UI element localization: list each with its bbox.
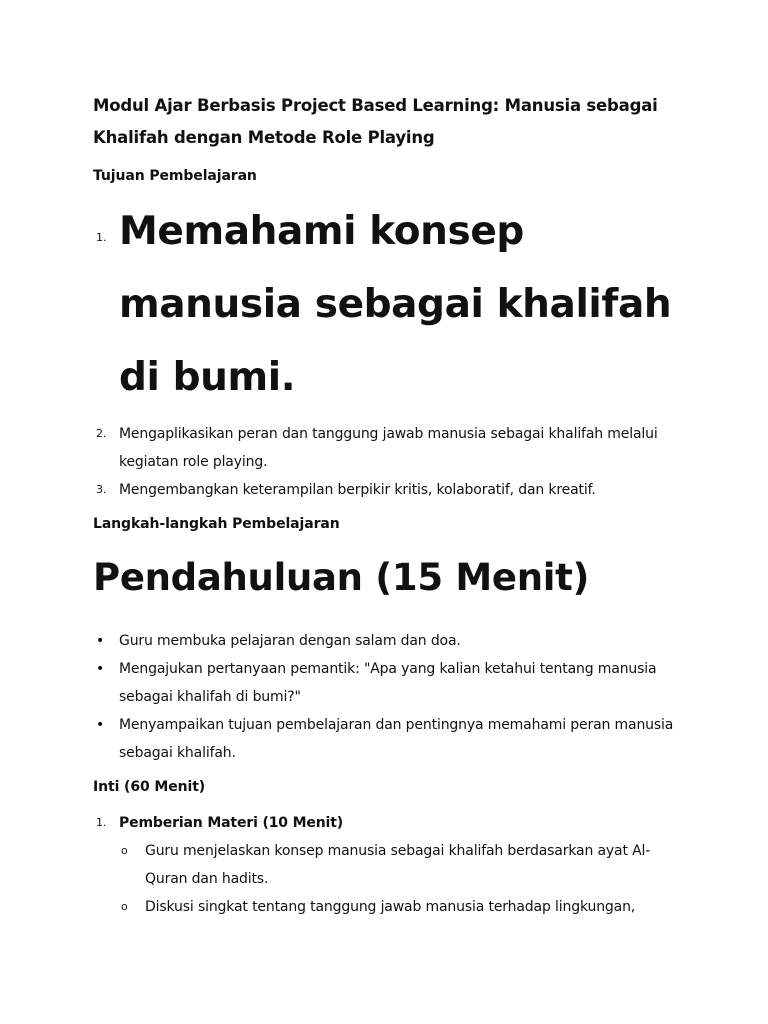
pendahuluan-heading: Pendahuluan (15 Menit)	[93, 556, 590, 599]
list-item	[93, 893, 683, 921]
list-number: 3.	[96, 483, 107, 496]
list-item-text: Mengajukan pertanyaan pemantik: "Apa yang kalian ketahui tentang manusia sebagai khalifah di bumi?"	[119, 661, 657, 705]
list-item	[93, 837, 683, 893]
document-title: Modul Ajar Berbasis Project Based Learning: Manusia sebagai Khalifah dengan Metode Role Playing	[93, 96, 658, 147]
pendahuluan-list	[93, 627, 683, 767]
tujuan-item-1	[93, 195, 693, 414]
inti-list	[93, 809, 683, 921]
list-number: 2.	[96, 427, 107, 440]
list-item-text: Menyampaikan tujuan pembelajaran dan pentingnya memahami peran manusia sebagai khalifah.	[119, 717, 674, 761]
list-item-text: Guru membuka pelajaran dengan salam dan doa.	[119, 633, 461, 649]
bullet-icon: •	[96, 717, 105, 733]
list-item	[93, 627, 683, 655]
inti-step-1-label: Pemberian Materi (10 Menit)	[119, 815, 343, 831]
inti-heading: Inti (60 Menit)	[93, 779, 206, 795]
inti-step-1	[93, 809, 683, 837]
tujuan-item-2	[93, 420, 683, 476]
list-number: 1.	[96, 231, 107, 244]
list-item-text: Guru menjelaskan konsep manusia sebagai khalifah berdasarkan ayat Al-Quran dan hadits.	[145, 843, 651, 887]
list-item	[93, 711, 683, 767]
list-item	[93, 655, 683, 711]
circle-bullet-icon: o	[121, 844, 128, 857]
tujuan-list	[93, 420, 683, 504]
tujuan-item-1-text: Memahami konsep manusia sebagai khalifah di bumi.	[119, 209, 672, 400]
tujuan-item-3	[93, 476, 683, 504]
bullet-icon: •	[96, 661, 105, 677]
list-item-text: Diskusi singkat tentang tanggung jawab manusia terhadap lingkungan,	[145, 899, 636, 915]
list-number: 1.	[96, 816, 107, 829]
tujuan-item-3-text: Mengembangkan keterampilan berpikir kritis, kolaboratif, dan kreatif.	[119, 482, 596, 498]
bullet-icon: •	[96, 633, 105, 649]
circle-bullet-icon: o	[121, 900, 128, 913]
tujuan-item-2-text: Mengaplikasikan peran dan tanggung jawab manusia sebagai khalifah melalui kegiatan role playing.	[119, 426, 658, 470]
langkah-heading: Langkah-langkah Pembelajaran	[93, 516, 340, 532]
tujuan-heading: Tujuan Pembelajaran	[93, 168, 257, 184]
